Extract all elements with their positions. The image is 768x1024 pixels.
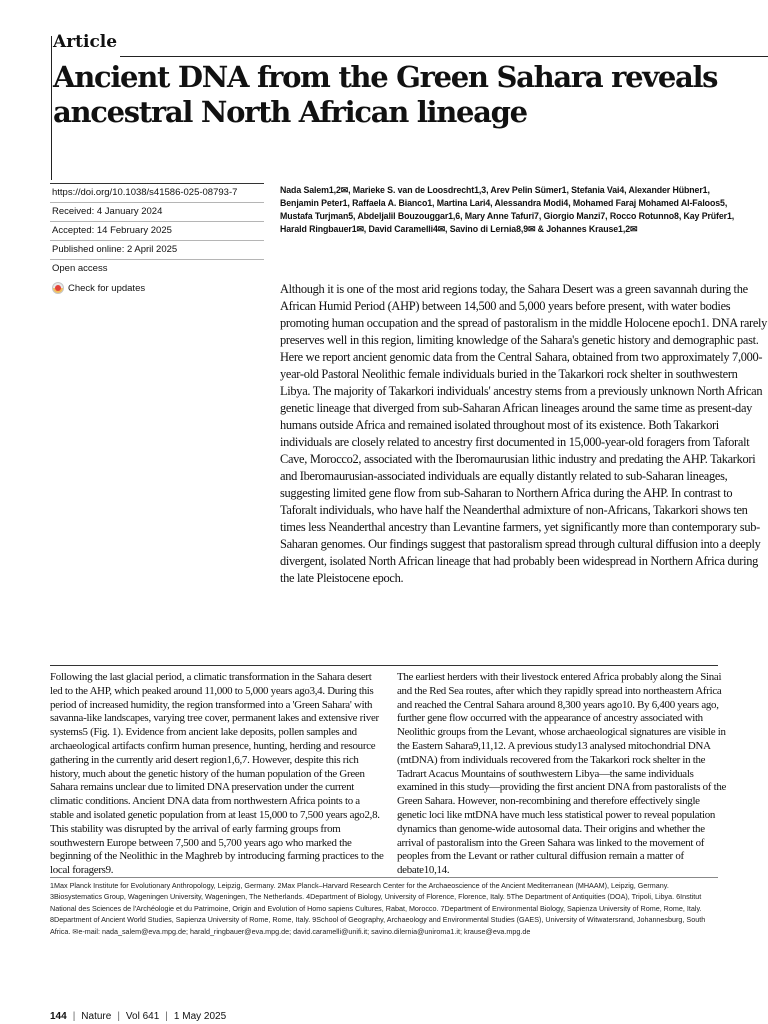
check-for-updates-label: Check for updates bbox=[68, 282, 146, 294]
open-access-label: Open access bbox=[52, 263, 108, 274]
body-rule bbox=[50, 665, 718, 666]
issue-date: 1 May 2025 bbox=[173, 1011, 227, 1022]
journal-name: Nature bbox=[81, 1011, 112, 1022]
article-title: Ancient DNA from the Green Sahara reveals ancestral North African lineage bbox=[53, 60, 718, 129]
page-number: 144 bbox=[50, 1011, 67, 1022]
body-column-right: The earliest herders with their livestock entered Africa probably along the Sinai and the Red Sea routes, after which they rapidly spread into northeastern Africa and reached the Central Sahara around 8,300 years ago10. By 6,400 years ago, further gene flow occurred with the appearance of ancestry associated with Neolithic groups from the Levant, whose archaeological signatures are visible in the Eastern Sahara9,11,12. A previous study13 analysed mitochondrial DNA (mtDNA) from individuals recovered from the Takarkori rock shelter in the Tadrart Acacus Mountains of southwestern Libya—the same individuals examined in this study—providing the first ancient DNA from pastoralists of the Green Sahara. However, non-recombining and therefore effectively single genetic loci like mtDNA have much less statistical power to reveal population dynamics than genome-wide autosomal data. Their origins and whether the arrival of pastoralism into the Green Sahara was linked to the movement of peoples from the Levant or rather cultural diffusion remain a matter of debate10,14. bbox=[397, 671, 727, 877]
header-rule bbox=[120, 56, 768, 57]
received-date: Received: 4 January 2024 bbox=[50, 203, 264, 222]
check-for-updates-button[interactable] bbox=[50, 278, 264, 298]
page-footer: 144 | Nature | Vol 641 | 1 May 2025 bbox=[50, 1011, 227, 1022]
volume: Vol 641 bbox=[125, 1011, 160, 1022]
author-list: Nada Salem1,2✉, Marieke S. van de Loosdrecht1,3, Arev Pelin Sümer1, Stefania Vai4, Alexander Hübner1, Benjamin Peter1, Raffaela A. Bianco1, Martina Lari4, Alessandra Modi4, Mohamed Faraj Mohamed Al-Faloos5, Mustafa Turjman5, Abdeljalil Bouzouggar1,6, Mary Anne Tafuri7, Giorgio Manzi7, Rocco Rotunno8, Kay Prüfer1, Harald Ringbauer1✉, David Caramelli4✉, Savino di Lernia8,9✉ & Johannes Krause1,2✉ bbox=[280, 185, 735, 234]
left-margin-rule bbox=[51, 36, 52, 180]
doi-link[interactable]: https://doi.org/10.1038/s41586-025-08793-7 bbox=[50, 183, 264, 203]
accepted-date: Accepted: 14 February 2025 bbox=[50, 222, 264, 241]
article-metadata bbox=[50, 183, 264, 298]
body-column-left: Following the last glacial period, a climatic transformation in the Sahara desert led to the AHP, which peaked around 11,000 to 5,000 years ago3,4. During this period of increased humidity, the region transformed into a 'Green Sahara' with savanna-like landscapes, varying tree cover, permanent lakes and extensive river systems5 (Fig. 1). Evidence from ancient lake deposits, pollen samples and archaeological artifacts confirm human presence, hunting, herding and resource gathering in the currently arid desert region1,6,7. However, despite this rich history, much about the genetic history of the human population of the Green Sahara remains unclear due to limited DNA preservation under the current climatic conditions. Ancient DNA data from northwestern Africa points to a stable and isolated genetic population from at least 15,000 to 7,500 years ago2,8. This stability was disrupted by the arrival of early farming groups from southwestern Europe between 7,500 and 5,700 years ago who marked the beginning of the Neolithic in the Maghreb by introducing farming practices to the local foragers9. bbox=[50, 671, 384, 877]
published-date: Published online: 2 April 2025 bbox=[50, 241, 264, 260]
affiliations-rule bbox=[50, 877, 718, 878]
abstract: Although it is one of the most arid regions today, the Sahara Desert was a green savannah during the African Humid Period (AHP) between 14,500 and 5,000 years before present, with water bodies promoting human occupation and the spread of pastoralism in the middle Holocene epoch1. DNA rarely preserves well in this region, limiting knowledge of the Sahara's genetic history and demographic past. Here we report ancient genomic data from the Central Sahara, obtained from two approximately 7,000-year-old Pastoral Neolithic female individuals buried in the Takarkori rock shelter in southwestern Libya. The majority of Takarkori individuals' ancestry stems from a previously unknown North African genetic lineage that diverged from sub-Saharan African lineages around the same time as present-day humans outside Africa and remained isolated throughout most of its existence. Both Takarkori individuals are closely related to ancestry first documented in 15,000-year-old foragers from Taforalt Cave, Morocco2, associated with the Iberomaurusian lithic industry and predating the AHP. Takarkori and Iberomaurusian-associated individuals are equally distantly related to sub-Saharan lineages, suggesting limited gene flow from sub-Saharan to Northern Africa during the AHP. In contrast to Taforalt individuals, who have half the Neanderthal admixture of non-Africans, Takarkori shows ten times less Neanderthal ancestry than Levantine farmers, yet significantly more than contemporary sub-Saharan genomes. Our findings suggest that pastoralism spread through cultural diffusion into a deeply divergent, isolated North African lineage that had probably been widespread in Northern Africa during the late Pleistocene epoch. bbox=[280, 282, 768, 585]
article-kicker: Article bbox=[53, 32, 118, 52]
crossmark-icon bbox=[52, 282, 64, 294]
affiliations: 1Max Planck Institute for Evolutionary Anthropology, Leipzig, Germany. 2Max Planck–Harvard Research Center for the Archaeoscience of the Ancient Mediterranean (MHAAM), Leipzig, Germany. 3Biosystematics Group, Wageningen University, Wageningen, The Netherlands. 4Department of Biology, University of Florence, Florence, Italy. 5The Department of Antiquities (DOA), Tripoli, Libya. 6Institut National des Sciences de l'Archéologie et du Patrimoine, Origin and Evolution of Homo sapiens Cultures, Rabat, Morocco. 7Department of Environmental Biology, Sapienza University of Rome, Rome, Italy. 8Department of Ancient World Studies, Sapienza University of Rome, Rome, Italy. 9School of Geography, Archaeology and Environmental Studies (GAES), University of Witwatersrand, Johannesburg, South Africa. ✉e-mail: nada_salem@eva.mpg.de; harald_ringbauer@eva.mpg.de; david.caramelli@unifi.it; savino.dilernia@uniroma1.it; krause@eva.mpg.de bbox=[50, 881, 706, 936]
